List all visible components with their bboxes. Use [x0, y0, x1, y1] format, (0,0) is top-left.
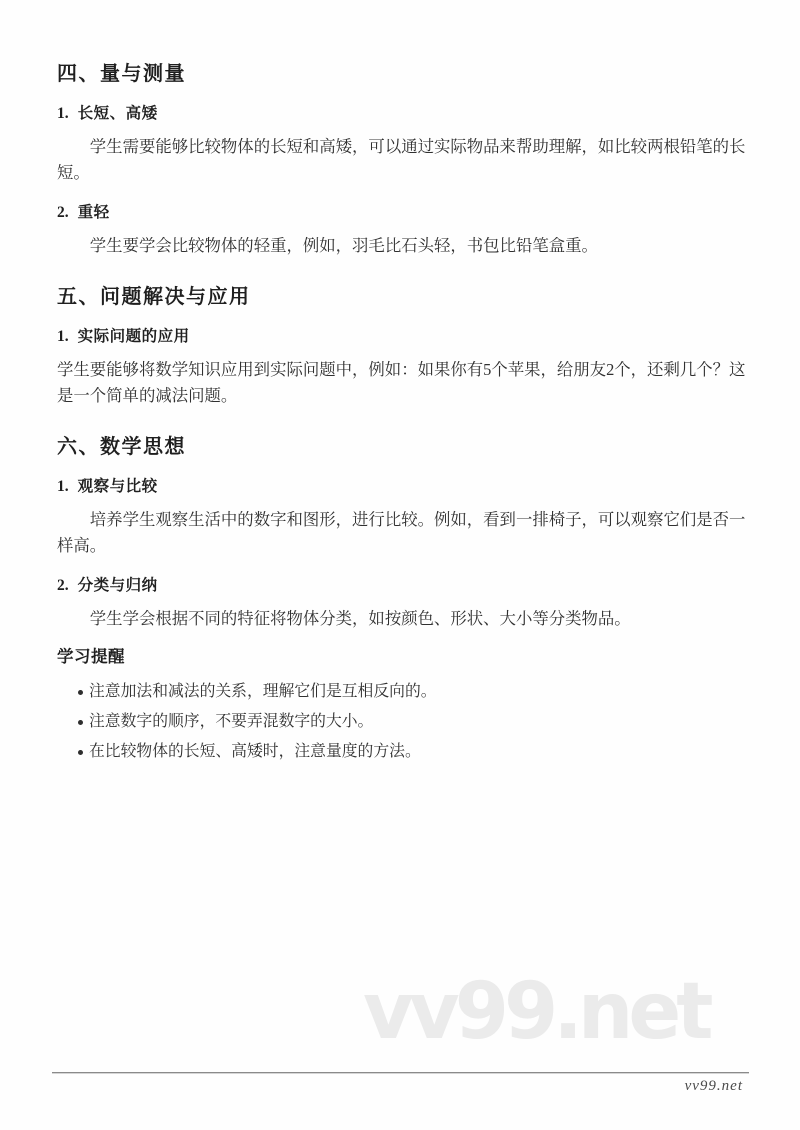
list-item [57, 739, 748, 765]
watermark: vv99.net [363, 967, 709, 1057]
list-item-text: 在比较物体的长短、高矮时，注意量度的方法。 [89, 743, 421, 760]
subsection-label: 观察与比较 [77, 477, 158, 495]
section-heading-problem-solving: 五、问题解决与应用 [57, 284, 251, 308]
section-heading-measurement: 四、量与测量 [57, 61, 186, 85]
paragraph-length-height: 学生需要能够比较物体的长短和高矮，可以通过实际物品来帮助理解，如比较两根铅笔的长短。 [57, 137, 746, 182]
subsection-number: 1. [57, 105, 69, 122]
subsection-heading-observe-compare [57, 476, 748, 497]
subsection-heading-length-height [57, 103, 748, 124]
list-item [57, 679, 748, 705]
paragraph-classify-induce: 学生学会根据不同的特征将物体分类，如按颜色、形状、大小等分类物品。 [89, 609, 631, 628]
footer-divider [52, 1072, 749, 1073]
subsection-label: 实际问题的应用 [77, 327, 190, 345]
list-item [57, 709, 748, 735]
subsection-number: 1. [57, 328, 69, 345]
subsection-number: 1. [57, 478, 69, 495]
subsection-number: 2. [57, 577, 69, 594]
reminder-list [57, 679, 748, 765]
document-content [57, 60, 748, 765]
subsection-label: 重轻 [77, 203, 110, 221]
list-item-text: 注意加法和减法的关系，理解它们是互相反向的。 [89, 683, 437, 700]
bullet-icon [78, 720, 83, 725]
list-item-text: 注意数字的顺序，不要弄混数字的大小。 [89, 713, 374, 730]
paragraph-practical-application: 学生要能够将数学知识应用到实际问题中，例如：如果你有5个苹果，给朋友2个，还剩几个？这是一个简单的减法问题。 [57, 360, 746, 405]
subsection-heading-practical-application [57, 326, 748, 347]
paragraph-observe-compare: 培养学生观察生活中的数字和图形，进行比较。例如，看到一排椅子，可以观察它们是否一样高。 [57, 510, 746, 555]
reminder-heading: 学习提醒 [57, 647, 125, 666]
footer-site-label: vv99.net [684, 1078, 743, 1094]
subsection-label: 长短、高矮 [77, 104, 158, 122]
subsection-heading-weight [57, 202, 748, 223]
paragraph-weight: 学生要学会比较物体的轻重，例如，羽毛比石头轻，书包比铅笔盒重。 [89, 236, 598, 255]
bullet-icon [78, 690, 83, 695]
subsection-number: 2. [57, 204, 69, 221]
bullet-icon [78, 750, 83, 755]
subsection-heading-classify-induce [57, 575, 748, 596]
section-heading-math-thinking: 六、数学思想 [57, 434, 186, 458]
subsection-label: 分类与归纳 [77, 576, 158, 594]
